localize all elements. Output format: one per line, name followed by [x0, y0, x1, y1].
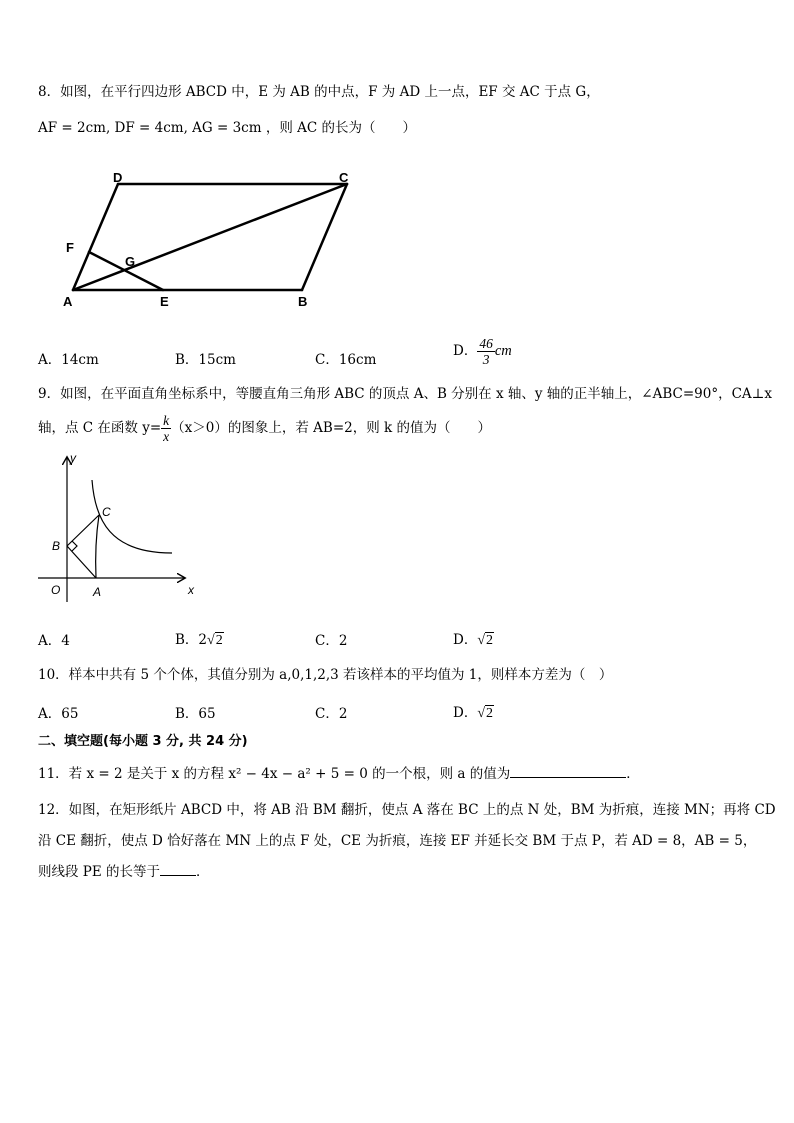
- q9-option-d[interactable]: [453, 628, 494, 649]
- q8-label-g: G: [125, 254, 136, 269]
- q8-line2: AF = 2cm, DF = 4cm, AG = 3cm ，则 AC 的长为（ ）: [38, 120, 416, 136]
- q12-line3: [38, 863, 210, 881]
- q12-line1: 12．如图，在矩形纸片 ABCD 中，将 AB 沿 BM 翻折，使点 A 落在 BC 上的点 N 处，BM 为折痕，连接 MN；再将 CD: [38, 802, 776, 818]
- q10-line1: 10．样本中共有 5 个个体，其值分别为 a,0,1,2,3 若该样本的平均值为 1，则样本方差为（ ）: [38, 667, 613, 683]
- q10-option-d[interactable]: [453, 701, 494, 722]
- q9-line2-prefix: 轴，点 C 在函数 y=: [38, 420, 162, 436]
- q8-option-d-prefix: D．: [453, 343, 478, 359]
- q10-option-d-prefix: D．: [453, 705, 478, 721]
- q9-label-c: C: [102, 505, 111, 519]
- q9-option-b[interactable]: [175, 628, 224, 649]
- q9-label-b: B: [52, 539, 61, 553]
- q9-fraction-denominator: x: [163, 429, 170, 444]
- q10-option-b[interactable]: B．65: [175, 706, 216, 722]
- q9-right-angle-mark: [72, 541, 77, 551]
- q12-answer-blank[interactable]: [160, 863, 196, 876]
- q10-option-d-sqrt: √2: [477, 706, 494, 721]
- q9-option-a[interactable]: A．4: [38, 633, 70, 649]
- q11-answer-blank[interactable]: [510, 765, 626, 778]
- q9-label-a: A: [93, 585, 102, 599]
- q9-option-b-prefix: B．2: [175, 632, 208, 648]
- q9-option-b-radicand: 2: [215, 633, 223, 648]
- q10-option-a[interactable]: A．65: [38, 706, 79, 722]
- q8-option-b[interactable]: B．15cm: [175, 352, 236, 368]
- q9-line1: 9．如图，在平面直角坐标系中，等腰直角三角形 ABC 的顶点 A、B 分别在 x 轴、y 轴的正半轴上，∠ABC=90°，CA⊥x: [38, 386, 772, 402]
- q8-side-ad: [73, 184, 118, 290]
- q12-line3-end: ．: [196, 864, 210, 880]
- q9-option-d-radicand: 2: [486, 633, 494, 648]
- q8-label-a: A: [63, 294, 73, 309]
- q9-line2-suffix: （x＞0）的图象上，若 AB=2，则 k 的值为（ ）: [171, 420, 491, 436]
- q8-diagonal-ac: [73, 184, 347, 290]
- q9-option-d-sqrt: √2: [477, 633, 494, 648]
- q8-label-c: C: [339, 170, 349, 185]
- q8-segment-ef: [89, 252, 163, 290]
- q8-option-d-denominator: 3: [482, 352, 490, 367]
- q9-line2: [38, 413, 491, 444]
- q11-text: 11．若 x = 2 是关于 x 的方程 x² − 4x − a² + 5 = 0 的一个根，则 a 的值为: [38, 766, 511, 782]
- q9-fraction-numerator: k: [163, 413, 170, 428]
- q9-option-c[interactable]: C．2: [315, 633, 348, 649]
- q9-segment-bc: [67, 515, 99, 546]
- q9-label-y: y: [70, 451, 76, 465]
- q12-line3-text: 则线段 PE 的长等于: [38, 864, 161, 880]
- section2-title: 二、填空题(每小题 3 分, 共 24 分): [38, 734, 248, 749]
- q9-segment-ca: [96, 515, 99, 578]
- q8-label-f: F: [66, 240, 74, 255]
- q8-option-d[interactable]: [453, 336, 512, 367]
- q8-option-d-numerator: 46: [479, 336, 493, 351]
- q9-label-o: O: [51, 583, 61, 597]
- q8-option-a[interactable]: A．14cm: [38, 352, 99, 368]
- q8-line1: 8．如图，在平行四边形 ABCD 中，E 为 AB 的中点，F 为 AD 上一点，EF 交 AC 于点 G，: [38, 84, 600, 100]
- q8-label-e: E: [160, 294, 169, 309]
- q8-option-d-unit: cm: [494, 343, 512, 359]
- q8-option-d-fraction: [477, 336, 495, 367]
- q8-option-c[interactable]: C．16cm: [315, 352, 377, 368]
- q10-option-d-radicand: 2: [486, 706, 494, 721]
- q9-segment-ba: [67, 546, 96, 578]
- q10-option-c[interactable]: C．2: [315, 706, 348, 722]
- q11-text-end: ．: [626, 766, 640, 782]
- q8-label-b: B: [298, 294, 308, 309]
- q9-option-b-sqrt: √2: [207, 633, 223, 648]
- q9-hyperbola-curve: [92, 480, 172, 553]
- q11-line: [38, 765, 640, 783]
- q9-label-x: x: [188, 583, 194, 597]
- q9-function-fraction: [161, 413, 171, 444]
- q8-label-d: D: [113, 170, 123, 185]
- q8-side-cb: [302, 184, 347, 290]
- q12-line2: 沿 CE 翻折，使点 D 恰好落在 MN 上的点 F 处，CE 为折痕，连接 EF 并延长交 BM 于点 P，若 AD = 8，AB = 5，: [38, 833, 757, 849]
- q9-option-d-prefix: D．: [453, 632, 478, 648]
